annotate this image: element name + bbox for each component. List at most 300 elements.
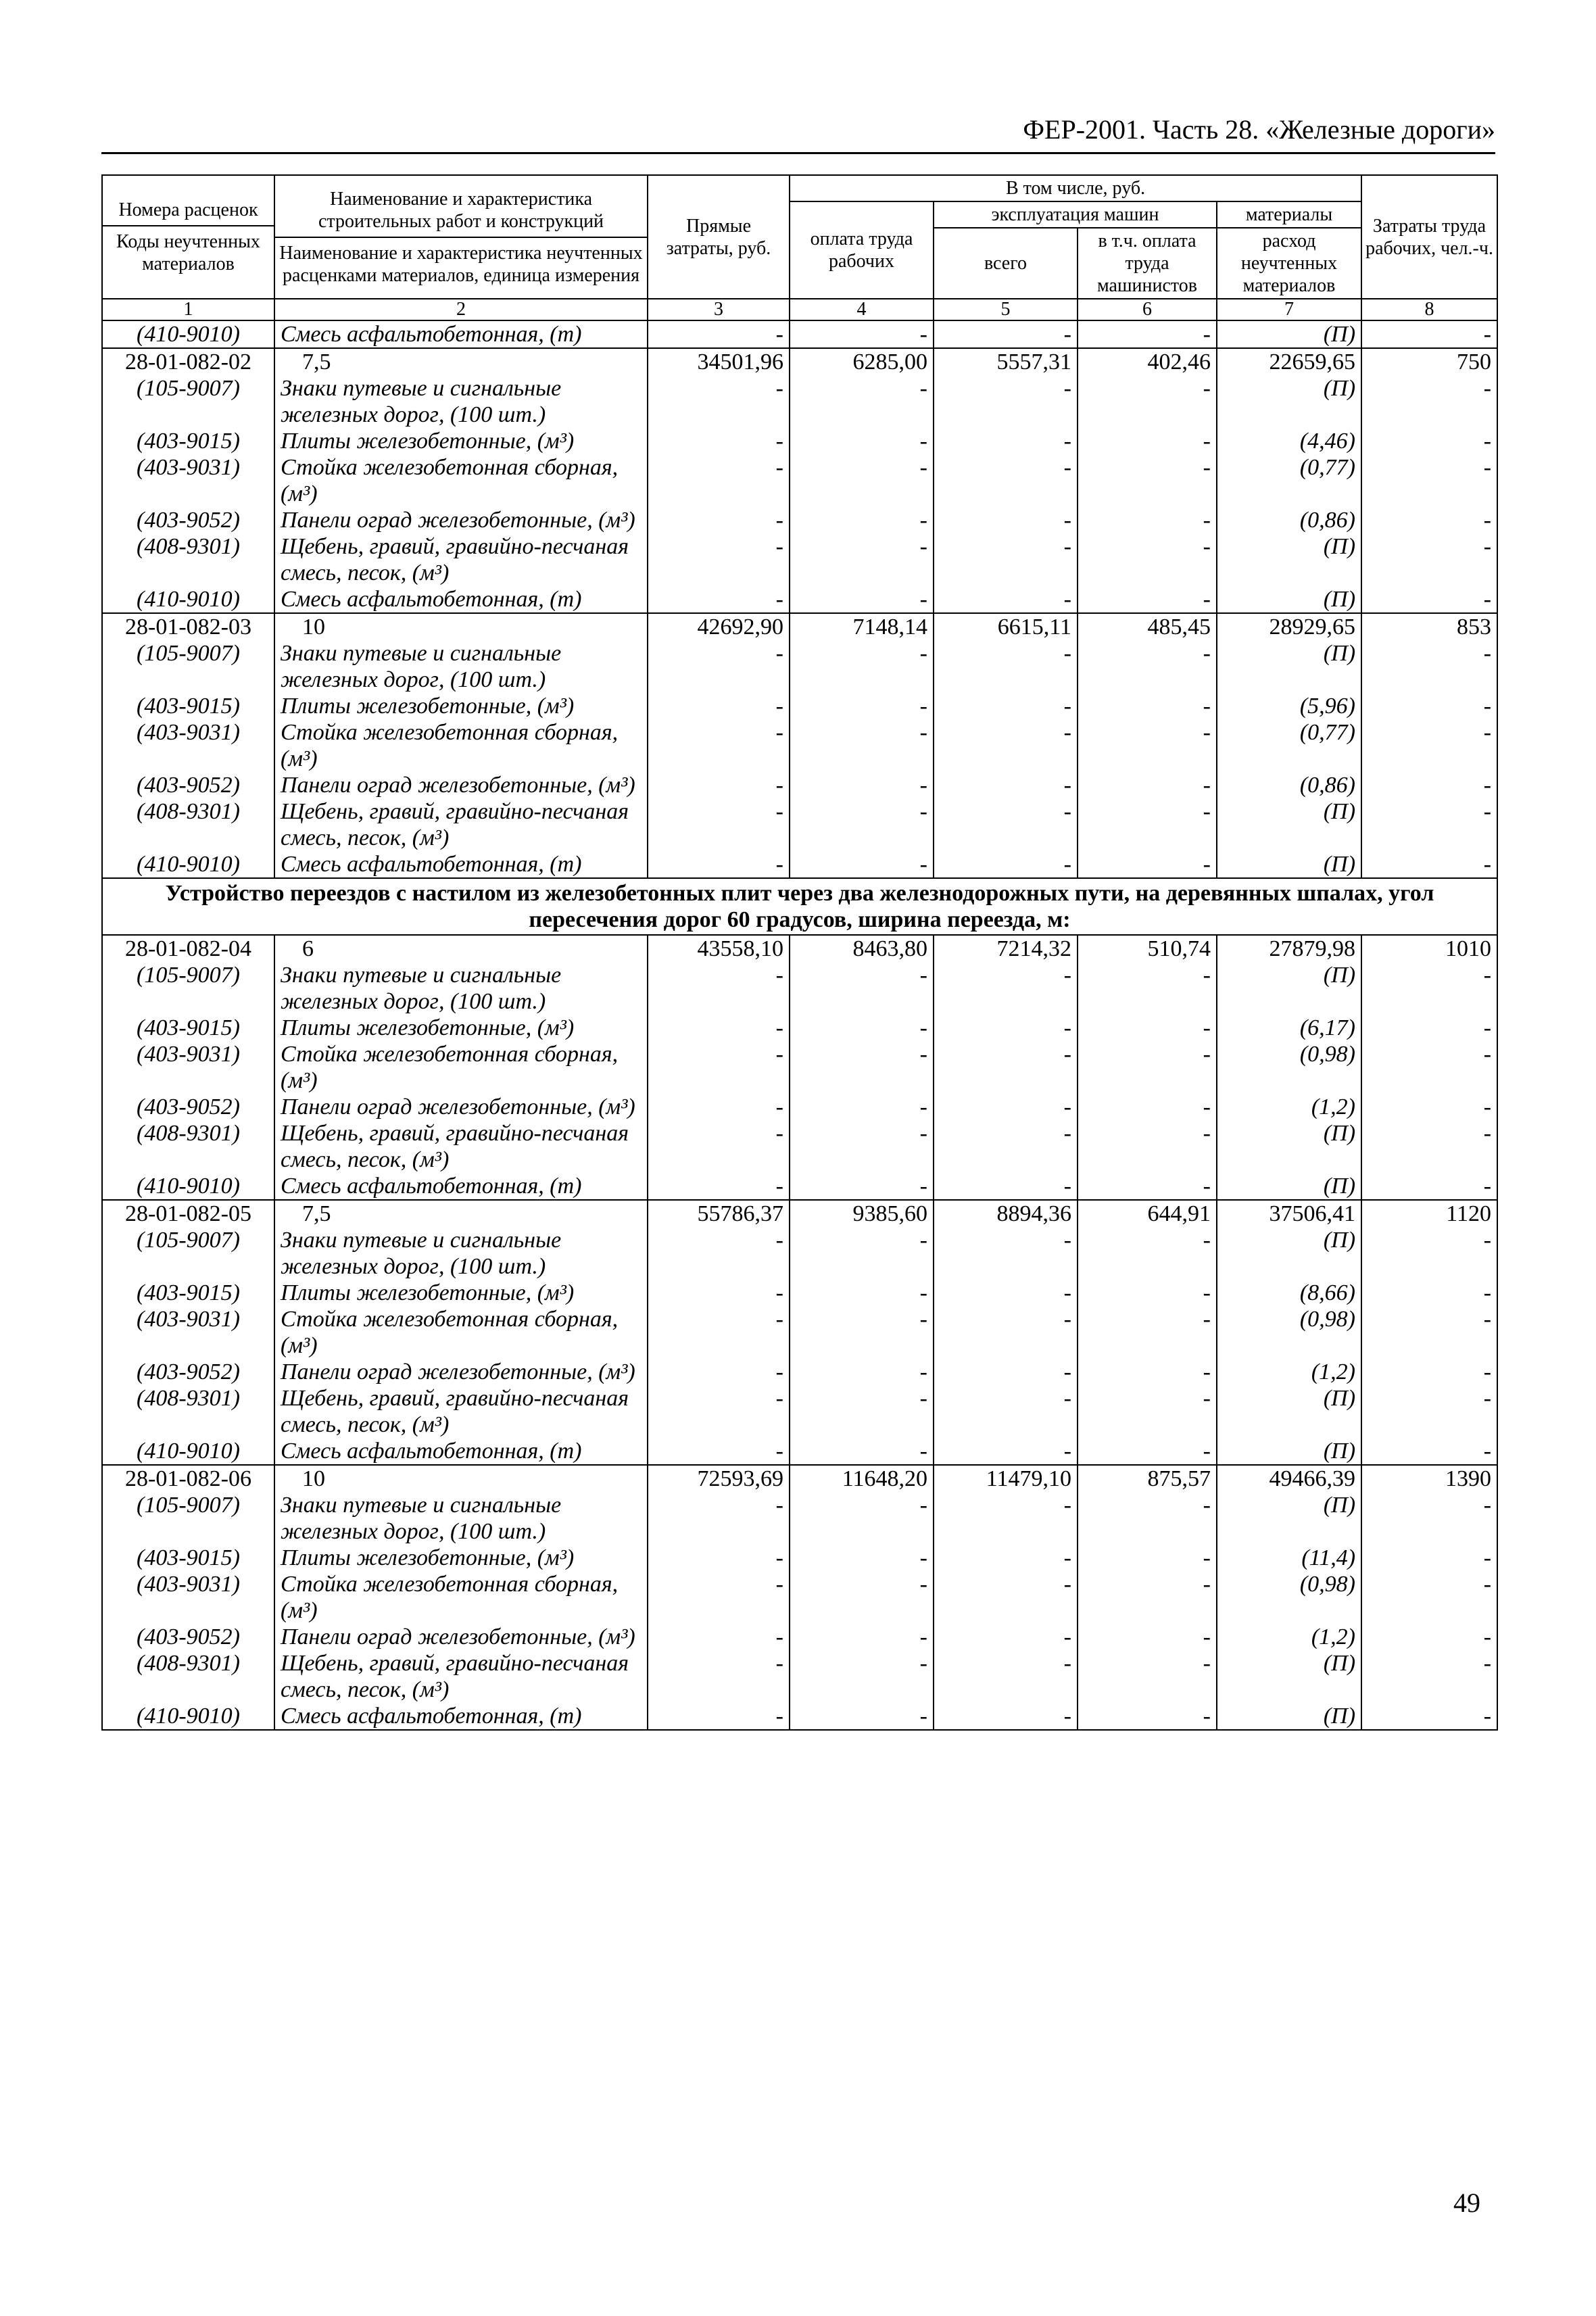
direct-costs: 42692,90 xyxy=(648,613,790,640)
dash: - xyxy=(790,1015,934,1041)
material-code: (403-9052) xyxy=(102,1094,274,1120)
material-name: Панели оград железобетонные, (м³) xyxy=(274,1359,648,1385)
dash: - xyxy=(1078,1492,1217,1545)
material-code: (410-9010) xyxy=(102,851,274,878)
material-code: (403-9031) xyxy=(102,454,274,507)
col8-header: Затраты труда рабочих, чел.-ч. xyxy=(1361,175,1497,299)
dash: - xyxy=(1078,1545,1217,1571)
col1-header: Номера расценок Коды неучтенных материалов xyxy=(102,175,274,299)
dash: - xyxy=(648,962,790,1015)
material-code: (105-9007) xyxy=(102,375,274,428)
dash: - xyxy=(648,428,790,454)
dash: - xyxy=(790,719,934,772)
material-code: (403-9031) xyxy=(102,1041,274,1094)
dash: - xyxy=(790,962,934,1015)
dash: - xyxy=(934,1359,1078,1385)
material-row xyxy=(102,1385,1497,1438)
material-amount: (П) xyxy=(1217,1173,1361,1200)
material-code: (403-9015) xyxy=(102,428,274,454)
material-amount: (П) xyxy=(1217,1120,1361,1173)
material-amount: (5,96) xyxy=(1217,693,1361,719)
dash: - xyxy=(1078,1094,1217,1120)
dash: - xyxy=(790,1385,934,1438)
material-amount: (П) xyxy=(1217,1492,1361,1545)
labor-hours: 853 xyxy=(1361,613,1497,640)
machines-header: эксплуатация машин xyxy=(934,201,1217,228)
dash: - xyxy=(648,1173,790,1200)
material-row xyxy=(102,1492,1497,1545)
material-code: (403-9031) xyxy=(102,1306,274,1359)
material-name: Смесь асфальтобетонная, (т) xyxy=(274,1173,648,1200)
material-amount: (П) xyxy=(1217,1438,1361,1465)
dash: - xyxy=(1078,375,1217,428)
rate-block xyxy=(102,613,1497,878)
machinists-pay: 644,91 xyxy=(1078,1200,1217,1227)
material-row xyxy=(102,320,1497,348)
dash: - xyxy=(934,1438,1078,1465)
rate-block xyxy=(102,1465,1497,1730)
section-title-row xyxy=(102,878,1497,935)
material-row xyxy=(102,962,1497,1015)
material-code: (403-9031) xyxy=(102,719,274,772)
dash: - xyxy=(1078,640,1217,693)
dash: - xyxy=(648,1650,790,1703)
material-row xyxy=(102,640,1497,693)
dash: - xyxy=(648,640,790,693)
material-amount: (П) xyxy=(1217,533,1361,586)
dash: - xyxy=(1078,1571,1217,1624)
dash: - xyxy=(648,851,790,878)
dash: - xyxy=(1361,693,1497,719)
dash: - xyxy=(790,1624,934,1650)
dash: - xyxy=(1078,1385,1217,1438)
dash: - xyxy=(648,507,790,533)
dash: - xyxy=(648,1227,790,1280)
dash: - xyxy=(648,719,790,772)
dash: - xyxy=(934,1094,1078,1120)
dash: - xyxy=(1078,1703,1217,1730)
material-name: Плиты железобетонные, (м³) xyxy=(274,428,648,454)
materials-cost: 22659,65 xyxy=(1217,348,1361,375)
column-number: 3 xyxy=(648,299,790,320)
material-amount: (П) xyxy=(1217,320,1361,348)
material-amount: (8,66) xyxy=(1217,1280,1361,1306)
column-number: 6 xyxy=(1078,299,1217,320)
material-name: Плиты железобетонные, (м³) xyxy=(274,693,648,719)
col5-header: всего xyxy=(934,228,1078,299)
material-code: (403-9015) xyxy=(102,693,274,719)
dash: - xyxy=(1361,1280,1497,1306)
material-name: Знаки путевые и сигнальные железных дорог, (100 шт.) xyxy=(274,1492,648,1545)
material-row xyxy=(102,1227,1497,1280)
material-amount: (0,86) xyxy=(1217,507,1361,533)
labor-hours: 1010 xyxy=(1361,935,1497,962)
dash: - xyxy=(790,1094,934,1120)
dash: - xyxy=(790,428,934,454)
dash: - xyxy=(1361,1545,1497,1571)
dash: - xyxy=(1361,1571,1497,1624)
material-name: Стойка железобетонная сборная, (м³) xyxy=(274,1041,648,1094)
rate-code: 28-01-082-06 xyxy=(102,1465,274,1492)
dash: - xyxy=(790,1492,934,1545)
dash: - xyxy=(1078,586,1217,613)
column-number: 7 xyxy=(1217,299,1361,320)
machines-total: 6615,11 xyxy=(934,613,1078,640)
rate-width: 10 xyxy=(274,1465,648,1492)
material-name: Панели оград железобетонные, (м³) xyxy=(274,1624,648,1650)
dash: - xyxy=(1078,1227,1217,1280)
material-name: Панели оград железобетонные, (м³) xyxy=(274,1094,648,1120)
material-name: Щебень, гравий, гравийно-песчаная смесь, песок, (м³) xyxy=(274,798,648,851)
material-code: (408-9301) xyxy=(102,1385,274,1438)
labor-hours: 750 xyxy=(1361,348,1497,375)
dash: - xyxy=(934,1492,1078,1545)
dash: - xyxy=(1361,1041,1497,1094)
dash: - xyxy=(1361,1492,1497,1545)
dash: - xyxy=(1078,1359,1217,1385)
material-code: (403-9052) xyxy=(102,1624,274,1650)
col7-header: расход неучтенных материалов xyxy=(1217,228,1361,299)
dash: - xyxy=(1078,1650,1217,1703)
material-code: (410-9010) xyxy=(102,1703,274,1730)
material-name: Стойка железобетонная сборная, (м³) xyxy=(274,1571,648,1624)
page-number: 49 xyxy=(1453,2188,1480,2218)
material-amount: (6,17) xyxy=(1217,1015,1361,1041)
dash: - xyxy=(790,1173,934,1200)
dash: - xyxy=(1361,1359,1497,1385)
rate-width: 10 xyxy=(274,613,648,640)
dash: - xyxy=(790,507,934,533)
dash: - xyxy=(1361,1650,1497,1703)
dash: - xyxy=(1361,798,1497,851)
labor-hours: 1120 xyxy=(1361,1200,1497,1227)
labor-pay: 11648,20 xyxy=(790,1465,934,1492)
material-row xyxy=(102,1624,1497,1650)
material-row xyxy=(102,1650,1497,1703)
material-row xyxy=(102,1041,1497,1094)
material-code: (403-9052) xyxy=(102,507,274,533)
material-row xyxy=(102,1571,1497,1624)
dash: - xyxy=(934,1385,1078,1438)
material-code: (408-9301) xyxy=(102,533,274,586)
material-amount: (0,77) xyxy=(1217,454,1361,507)
material-code: (410-9010) xyxy=(102,1438,274,1465)
dash: - xyxy=(648,1094,790,1120)
material-row xyxy=(102,1094,1497,1120)
dash: - xyxy=(1078,1280,1217,1306)
material-code: (105-9007) xyxy=(102,1492,274,1545)
col3-header: Прямые затраты, руб. xyxy=(648,175,790,299)
dash: - xyxy=(1078,851,1217,878)
material-row xyxy=(102,851,1497,878)
dash: - xyxy=(1078,1306,1217,1359)
dash: - xyxy=(1078,1120,1217,1173)
material-amount: (0,98) xyxy=(1217,1306,1361,1359)
material-amount: (4,46) xyxy=(1217,428,1361,454)
rate-row xyxy=(102,1200,1497,1227)
dash: - xyxy=(648,1015,790,1041)
dash: - xyxy=(934,772,1078,798)
column-number: 5 xyxy=(934,299,1078,320)
machinists-pay: 485,45 xyxy=(1078,613,1217,640)
dash: - xyxy=(1361,428,1497,454)
material-row xyxy=(102,454,1497,507)
dash: - xyxy=(934,1545,1078,1571)
dash: - xyxy=(790,375,934,428)
dash: - xyxy=(790,1438,934,1465)
dash: - xyxy=(1078,454,1217,507)
dash: - xyxy=(1361,533,1497,586)
dash: - xyxy=(790,586,934,613)
material-row xyxy=(102,798,1497,851)
dash: - xyxy=(790,640,934,693)
running-header: ФЕР-2001. Часть 28. «Железные дороги» xyxy=(101,114,1495,154)
rate-code: 28-01-082-02 xyxy=(102,348,274,375)
dash: - xyxy=(1361,640,1497,693)
col6-header: в т.ч. оплата труда машинистов xyxy=(1078,228,1217,299)
labor-pay: 8463,80 xyxy=(790,935,934,962)
carryover-block xyxy=(102,320,1497,348)
rate-width: 6 xyxy=(274,935,648,962)
material-code: (403-9015) xyxy=(102,1280,274,1306)
dash: - xyxy=(934,693,1078,719)
material-name: Стойка железобетонная сборная, (м³) xyxy=(274,1306,648,1359)
material-code: (105-9007) xyxy=(102,640,274,693)
material-amount: (1,2) xyxy=(1217,1094,1361,1120)
dash: - xyxy=(790,1280,934,1306)
dash: - xyxy=(1078,507,1217,533)
material-row xyxy=(102,1120,1497,1173)
material-code: (410-9010) xyxy=(102,586,274,613)
dash: - xyxy=(934,1571,1078,1624)
rate-block xyxy=(102,348,1497,613)
dash: - xyxy=(648,1280,790,1306)
material-amount: (П) xyxy=(1217,851,1361,878)
material-name: Смесь асфальтобетонная, (т) xyxy=(274,586,648,613)
material-row xyxy=(102,1280,1497,1306)
dash: - xyxy=(934,640,1078,693)
dash: - xyxy=(790,798,934,851)
dash: - xyxy=(648,1385,790,1438)
dash: - xyxy=(648,1438,790,1465)
column-numbers-row xyxy=(102,299,1497,320)
materials-header: материалы xyxy=(1217,201,1361,228)
rate-block xyxy=(102,935,1497,1200)
material-name: Панели оград железобетонные, (м³) xyxy=(274,772,648,798)
material-row xyxy=(102,1438,1497,1465)
direct-costs: 72593,69 xyxy=(648,1465,790,1492)
dash: - xyxy=(790,1306,934,1359)
material-name: Щебень, гравий, гравийно-песчаная смесь, песок, (м³) xyxy=(274,533,648,586)
material-name: Смесь асфальтобетонная, (т) xyxy=(274,851,648,878)
material-code: (408-9301) xyxy=(102,798,274,851)
material-name: Смесь асфальтобетонная, (т) xyxy=(274,320,648,348)
dash: - xyxy=(934,1227,1078,1280)
material-row xyxy=(102,1015,1497,1041)
material-amount: (П) xyxy=(1217,1385,1361,1438)
material-row xyxy=(102,772,1497,798)
dash: - xyxy=(1078,1438,1217,1465)
material-name: Знаки путевые и сигнальные железных дорог, (100 шт.) xyxy=(274,1227,648,1280)
material-row xyxy=(102,1306,1497,1359)
dash: - xyxy=(1361,1306,1497,1359)
machines-total: 11479,10 xyxy=(934,1465,1078,1492)
dash: - xyxy=(934,1120,1078,1173)
dash: - xyxy=(1361,586,1497,613)
rate-width: 7,5 xyxy=(274,348,648,375)
dash: - xyxy=(934,1306,1078,1359)
dash: - xyxy=(934,1650,1078,1703)
rate-row xyxy=(102,1465,1497,1492)
labor-pay: 7148,14 xyxy=(790,613,934,640)
dash: - xyxy=(934,719,1078,772)
dash: - xyxy=(790,1703,934,1730)
material-name: Знаки путевые и сигнальные железных дорог, (100 шт.) xyxy=(274,962,648,1015)
dash: - xyxy=(1361,719,1497,772)
rate-width: 7,5 xyxy=(274,1200,648,1227)
material-code: (410-9010) xyxy=(102,1173,274,1200)
rate-row xyxy=(102,348,1497,375)
material-row xyxy=(102,507,1497,533)
dash: - xyxy=(790,851,934,878)
dash: - xyxy=(1361,772,1497,798)
dash: - xyxy=(934,851,1078,878)
dash: - xyxy=(1361,962,1497,1015)
material-amount: (П) xyxy=(1217,640,1361,693)
machines-total: 5557,31 xyxy=(934,348,1078,375)
dash: - xyxy=(790,320,934,348)
materials-cost: 49466,39 xyxy=(1217,1465,1361,1492)
dash: - xyxy=(790,1571,934,1624)
dash: - xyxy=(648,533,790,586)
material-amount: (1,2) xyxy=(1217,1359,1361,1385)
material-name: Смесь асфальтобетонная, (т) xyxy=(274,1703,648,1730)
material-code: (403-9031) xyxy=(102,1571,274,1624)
dash: - xyxy=(790,1359,934,1385)
dash: - xyxy=(648,1703,790,1730)
group-header: В том числе, руб. xyxy=(790,175,1361,201)
dash: - xyxy=(648,1545,790,1571)
dash: - xyxy=(934,320,1078,348)
material-row xyxy=(102,533,1497,586)
dash: - xyxy=(1078,1624,1217,1650)
col2-header: Наименование и характеристика строительных работ и конструкций Наименование и характеристика неучтенных расценками материалов, единица измерения xyxy=(274,175,648,299)
dash: - xyxy=(790,1120,934,1173)
dash: - xyxy=(1361,1173,1497,1200)
dash: - xyxy=(934,962,1078,1015)
material-code: (408-9301) xyxy=(102,1120,274,1173)
dash: - xyxy=(934,375,1078,428)
material-name: Плиты железобетонные, (м³) xyxy=(274,1280,648,1306)
table-header xyxy=(102,175,1497,320)
dash: - xyxy=(648,1571,790,1624)
dash: - xyxy=(648,586,790,613)
dash: - xyxy=(1361,1438,1497,1465)
material-row xyxy=(102,1545,1497,1571)
material-row xyxy=(102,1703,1497,1730)
dash: - xyxy=(648,1492,790,1545)
machines-total: 7214,32 xyxy=(934,935,1078,962)
dash: - xyxy=(648,1624,790,1650)
labor-pay: 9385,60 xyxy=(790,1200,934,1227)
dash: - xyxy=(790,1227,934,1280)
dash: - xyxy=(790,533,934,586)
dash: - xyxy=(1078,428,1217,454)
dash: - xyxy=(1361,1703,1497,1730)
material-amount: (П) xyxy=(1217,1227,1361,1280)
dash: - xyxy=(1361,1227,1497,1280)
dash: - xyxy=(934,1015,1078,1041)
dash: - xyxy=(1078,1015,1217,1041)
dash: - xyxy=(1078,320,1217,348)
material-amount: (1,2) xyxy=(1217,1624,1361,1650)
dash: - xyxy=(934,586,1078,613)
material-name: Плиты железобетонные, (м³) xyxy=(274,1545,648,1571)
dash: - xyxy=(648,320,790,348)
column-number: 1 xyxy=(102,299,274,320)
dash: - xyxy=(934,428,1078,454)
material-amount: (П) xyxy=(1217,375,1361,428)
labor-hours: 1390 xyxy=(1361,1465,1497,1492)
material-row xyxy=(102,428,1497,454)
column-number: 2 xyxy=(274,299,648,320)
dash: - xyxy=(934,1173,1078,1200)
dash: - xyxy=(934,507,1078,533)
material-name: Щебень, гравий, гравийно-песчаная смесь, песок, (м³) xyxy=(274,1650,648,1703)
material-row xyxy=(102,1173,1497,1200)
material-name: Стойка железобетонная сборная, (м³) xyxy=(274,454,648,507)
material-name: Щебень, гравий, гравийно-песчаная смесь, песок, (м³) xyxy=(274,1385,648,1438)
dash: - xyxy=(934,1041,1078,1094)
material-code: (403-9052) xyxy=(102,1359,274,1385)
dash: - xyxy=(790,1545,934,1571)
rate-row xyxy=(102,613,1497,640)
dash: - xyxy=(648,375,790,428)
dash: - xyxy=(648,1120,790,1173)
machinists-pay: 402,46 xyxy=(1078,348,1217,375)
material-amount: (П) xyxy=(1217,586,1361,613)
dash: - xyxy=(934,533,1078,586)
material-name: Панели оград железобетонные, (м³) xyxy=(274,507,648,533)
dash: - xyxy=(934,1703,1078,1730)
materials-cost: 37506,41 xyxy=(1217,1200,1361,1227)
material-name: Знаки путевые и сигнальные железных дорог, (100 шт.) xyxy=(274,375,648,428)
dash: - xyxy=(648,1306,790,1359)
material-name: Щебень, гравий, гравийно-песчаная смесь, песок, (м³) xyxy=(274,1120,648,1173)
material-name: Смесь асфальтобетонная, (т) xyxy=(274,1438,648,1465)
direct-costs: 43558,10 xyxy=(648,935,790,962)
machinists-pay: 510,74 xyxy=(1078,935,1217,962)
dash: - xyxy=(1078,772,1217,798)
dash: - xyxy=(1078,1041,1217,1094)
material-row xyxy=(102,693,1497,719)
dash: - xyxy=(648,1359,790,1385)
rate-row xyxy=(102,935,1497,962)
material-row xyxy=(102,1359,1497,1385)
dash: - xyxy=(648,1041,790,1094)
dash: - xyxy=(934,1280,1078,1306)
rate-block xyxy=(102,1200,1497,1465)
dash: - xyxy=(1078,962,1217,1015)
dash: - xyxy=(1078,1173,1217,1200)
dash: - xyxy=(648,772,790,798)
dash: - xyxy=(1078,693,1217,719)
dash: - xyxy=(1361,1094,1497,1120)
machines-total: 8894,36 xyxy=(934,1200,1078,1227)
dash: - xyxy=(934,1624,1078,1650)
column-number: 8 xyxy=(1361,299,1497,320)
column-number: 4 xyxy=(790,299,934,320)
